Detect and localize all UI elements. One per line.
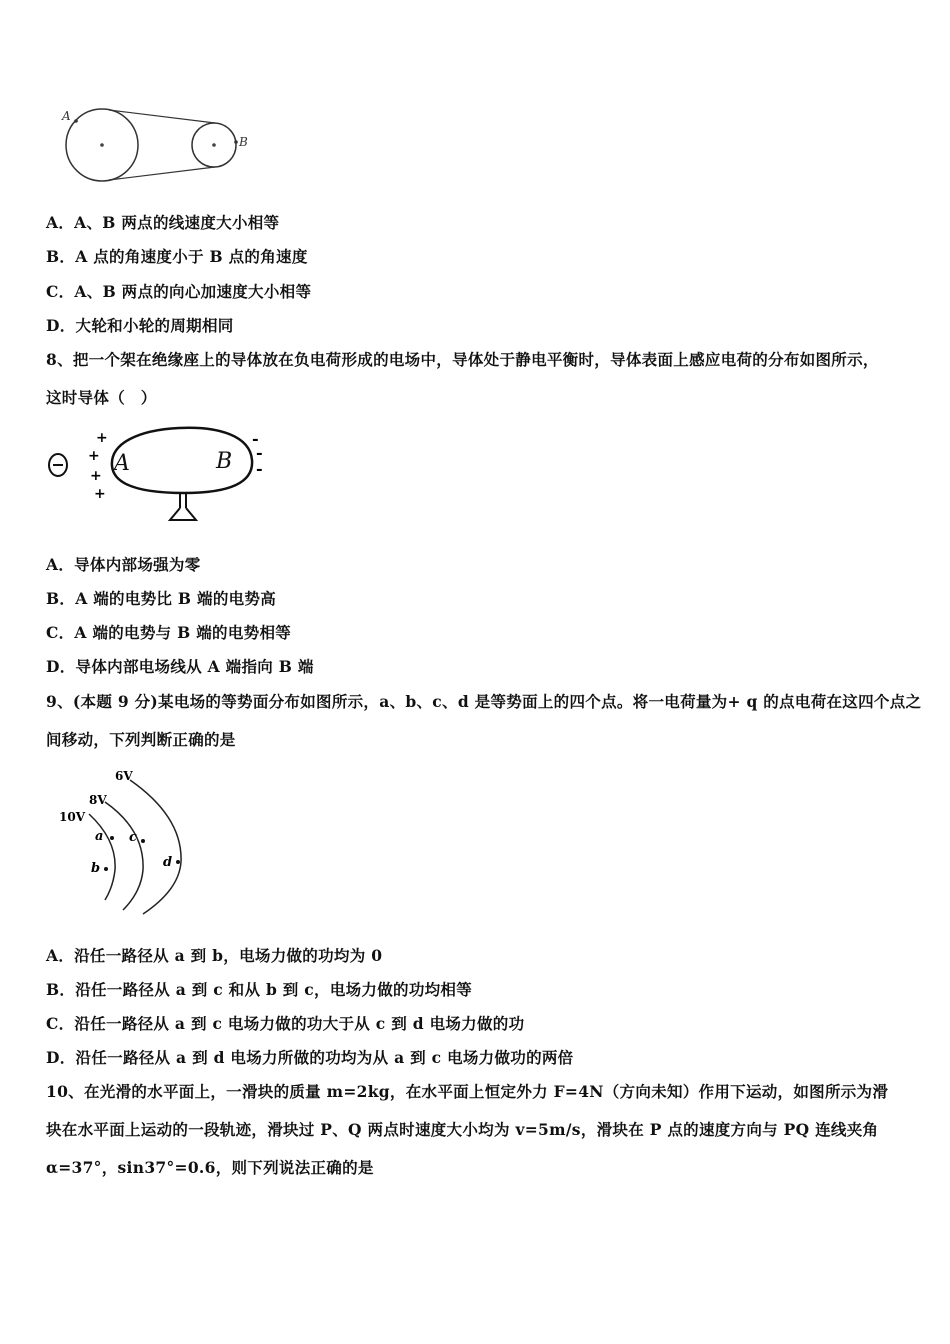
equipotential-6v [130, 780, 181, 914]
label-6v: 6V [115, 769, 133, 783]
plus-charge: + [90, 468, 102, 484]
q9-stem-line2: 间移动，下列判断正确的是 [46, 730, 236, 749]
plus-charge: + [96, 430, 108, 446]
q10-line2: 块在水平面上运动的一段轨迹，滑块过 P、Q 两点时速度大小均为 v=5m/s，滑块在 P 点的速度方向与 PQ 连线夹角 [46, 1120, 879, 1139]
q9-option-c: C．沿任一路径从 a 到 c 电场力做的功大于从 c 到 d 电场力做的功 [46, 1014, 525, 1033]
point-a: a [95, 829, 104, 844]
pulley-figure [55, 100, 265, 190]
plus-charge: + [94, 486, 106, 502]
q8-stem-line1: 8、把一个架在绝缘座上的导体放在负电荷形成的电场中，导体处于静电平衡时，导体表面上感应电荷的分布如图所示， [46, 350, 879, 369]
equipotential-8v [105, 802, 143, 910]
end-a-label: A [114, 451, 130, 476]
minus-charge: - [252, 429, 259, 448]
point-a-label: A [62, 109, 71, 123]
point-c: c [129, 830, 137, 845]
plus-charge: + [88, 448, 100, 464]
q7-option-c: C．A、B 两点的向心加速度大小相等 [46, 282, 312, 301]
q9-option-a: A．沿任一路径从 a 到 b，电场力做的功均为 0 [46, 946, 383, 965]
q7-option-d: D．大轮和小轮的周期相同 [46, 316, 234, 335]
label-10v: 10V [59, 810, 86, 824]
conductor-figure [44, 418, 274, 533]
minus-charge: - [256, 443, 263, 462]
q8-option-a: A．导体内部场强为零 [46, 555, 201, 574]
equipotential-figure [55, 762, 195, 922]
q10-line1: 10、在光滑的水平面上，一滑块的质量 m=2kg，在水平面上恒定外力 F=4N（方向未知）作用下运动，如图所示为滑 [46, 1082, 889, 1101]
q10-line3: α=37°，sin37°=0.6，则下列说法正确的是 [46, 1158, 374, 1177]
minus-charge: - [256, 459, 263, 478]
equipotential-10v [89, 814, 115, 900]
q9-option-b: B．沿任一路径从 a 到 c 和从 b 到 c，电场力做的功均相等 [46, 980, 473, 999]
q9-option-d: D．沿任一路径从 a 到 d 电场力所做的功均为从 a 到 c 电场力做功的两倍 [46, 1048, 574, 1067]
q8-option-b: B．A 端的电势比 B 端的电势高 [46, 589, 277, 608]
point-b-label: B [239, 135, 248, 149]
q9-stem-line1: 9、(本题 9 分)某电场的等势面分布如图所示，a、b、c、d 是等势面上的四个点。将一电荷量为+ q 的点电荷在这四个点之 [46, 692, 922, 711]
label-8v: 8V [89, 793, 107, 807]
q7-option-b: B．A 点的角速度小于 B 点的角速度 [46, 247, 308, 266]
q8-option-c: C．A 端的电势与 B 端的电势相等 [46, 623, 292, 642]
end-b-label: B [216, 449, 233, 474]
q8-option-d: D．导体内部电场线从 A 端指向 B 端 [46, 657, 314, 676]
point-d: d [163, 855, 173, 870]
q8-stem-line2: 这时导体（ ） [46, 388, 157, 407]
q7-option-a: A．A、B 两点的线速度大小相等 [46, 213, 280, 232]
point-b: b [91, 861, 101, 876]
